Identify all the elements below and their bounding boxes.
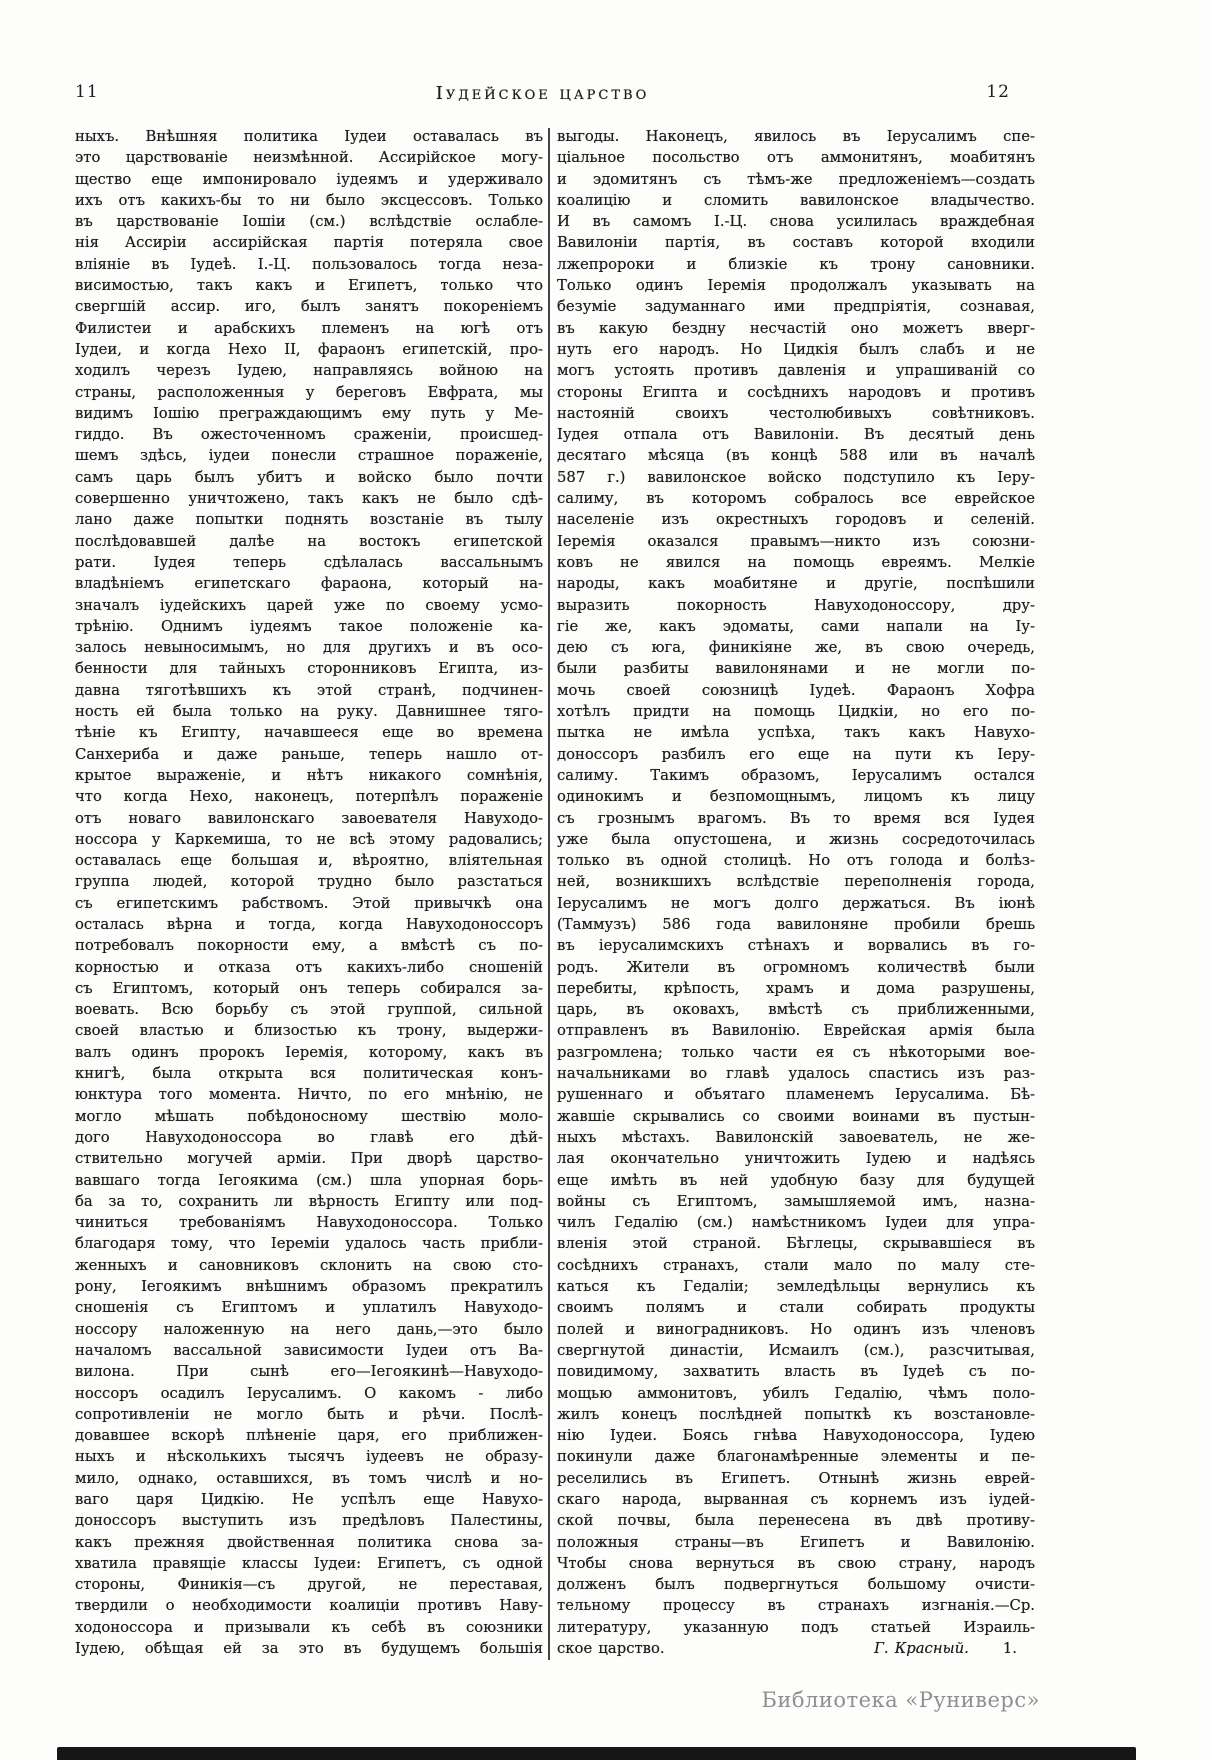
text-line: воевать. Всю борьбу съ этой группой, сильной: [75, 1001, 543, 1019]
text-line: какъ прежняя двойственная политика снова за-: [75, 1533, 543, 1551]
text-line: группа людей, которой трудно было разстаться: [75, 873, 543, 891]
text-line: съ египетскимъ рабствомъ. Этой привычкѣ она: [75, 894, 543, 912]
text-line: щество еще импонировало іудеямъ и удерживало: [75, 170, 543, 188]
text-line: долженъ былъ подвергнуться большому очисти-: [557, 1576, 1035, 1594]
text-line: выразить покорность Навуходоноссору, дру-: [557, 596, 1035, 614]
text-line: нуть его народъ. Но Цидкія былъ слабъ и не: [557, 340, 1035, 358]
text-line: нію Іудеи. Боясь гнѣва Навуходоноссора, Іудею: [557, 1427, 1035, 1445]
text-line: и эдомитянъ съ тѣмъ-же предложеніемъ—создать: [557, 170, 1035, 188]
left-page-number: 11: [75, 82, 99, 102]
text-line: мило, однако, оставшихся, въ томъ числѣ и но-: [75, 1469, 543, 1487]
text-line: Вавилоніи партія, въ составъ которой входили: [557, 234, 1035, 252]
text-line: народы, какъ моабитяне и другіе, поспѣшили: [557, 575, 1035, 593]
running-title: Іудейское царство: [435, 83, 650, 104]
text-line: залось невыносимымъ, но для другихъ и въ осо-: [75, 639, 543, 657]
text-line: рушеннаго и объятаго пламенемъ Іерусалима. Бѣ-: [557, 1086, 1035, 1104]
text-line: полей и виноградниковъ. Но одинъ изъ членовъ: [557, 1320, 1035, 1338]
text-line: лано даже попытки поднять возстаніе въ тылу: [75, 511, 543, 529]
text-line: одинокимъ и безпомощнымъ, лицомъ къ лицу: [557, 788, 1035, 806]
text-line: населеніе изъ окрестныхъ городовъ и селеній.: [557, 511, 1035, 529]
text-line: осталась вѣрна и тогда, когда Навуходоноссоръ: [75, 915, 543, 933]
text-line: Филистеи и арабскихъ племенъ на югѣ отъ: [75, 319, 543, 337]
text-line: реселились въ Египетъ. Отнынѣ жизнь еврей-: [557, 1469, 1035, 1487]
text-line: выгоды. Наконецъ, явилось въ Іерусалимъ спе-: [557, 128, 1035, 145]
text-line: ваго царя Цидкію. Не успѣлъ еще Навухо-: [75, 1491, 543, 1508]
text-line: свергнутой династіи, Исмаилъ (см.), разсчитывая,: [557, 1341, 1035, 1359]
text-line: 587 г.) вавилонское войско подступило къ Іеру-: [557, 468, 1035, 486]
text-line: оставалась еще большая и, вѣроятно, вліятельная: [75, 852, 543, 870]
text-line: корностью и отказа отъ какихъ-либо сношеній: [75, 958, 543, 976]
text-line: литературу, указанную подъ статьей Израиль-: [557, 1618, 1035, 1636]
text-line: Іудея отпала отъ Вавилоніи. Въ десятый день: [557, 426, 1035, 444]
signature-spacer: [665, 1638, 874, 1659]
section-number: 1.: [1002, 1640, 1017, 1658]
text-line: нія Ассиріи ассирійская партія потеряла свое: [75, 234, 543, 252]
text-line: началомъ вассальной зависимости Іудеи отъ Ва-: [75, 1341, 543, 1359]
text-line: отъ новаго вавилонскаго завоевателя Навуходо-: [75, 809, 543, 827]
text-line: юнктура того момента. Ничто, по его мнѣнію, не: [75, 1086, 543, 1104]
text-line: царь, въ оковахъ, вмѣстѣ съ приближенными,: [557, 1001, 1035, 1019]
text-line: своимъ полямъ и стали собирать продукты: [557, 1299, 1035, 1317]
text-line: гіе же, какъ эдоматы, сами напали на Іу-: [557, 617, 1035, 635]
text-line: ба за то, сохранить ли вѣрность Египту или под-: [75, 1192, 543, 1210]
text-line: крытое выраженіе, и нѣтъ никакого сомнѣнія,: [75, 766, 543, 784]
text-line: владѣніемъ египетскаго фараона, который на-: [75, 575, 543, 593]
text-line: могъ устоять противъ давленія и упрашиваній со: [557, 362, 1035, 380]
text-line: салиму, въ которомъ собралось все еврейское: [557, 490, 1035, 508]
text-line: послѣдовавшей далѣе на востокъ египетской: [75, 532, 543, 550]
text-line: въ какую бездну несчастій оно можетъ вверг-: [557, 319, 1035, 337]
text-line: носсора у Каркемиша, то не всѣ этому радовались;: [75, 830, 543, 848]
text-line: салиму. Такимъ образомъ, Іерусалимъ остался: [557, 766, 1035, 784]
text-line: жавшіе скрывались со своими воинами въ пустын-: [557, 1107, 1035, 1125]
text-line: положныя страны—въ Египетъ и Вавилонію.: [557, 1533, 1035, 1551]
text-line: чиниться требованіямъ Навуходоноссора. Только: [75, 1214, 543, 1232]
text-line: И въ самомъ І.-Ц. снова усилилась враждебная: [557, 213, 1035, 231]
right-text-column: [557, 126, 1035, 1659]
right-column-lines: [557, 126, 1035, 1638]
text-line: тельному процессу въ странахъ изгнанія.—Ср.: [557, 1597, 1035, 1615]
text-line: скаго народа, вырванная съ корнемъ изъ іудей-: [557, 1491, 1035, 1508]
text-line: уже была опустошена, и жизнь сосредоточилась: [557, 830, 1035, 848]
page-header: [75, 82, 1010, 108]
text-line: въ іерусалимскихъ стѣнахъ и ворвались въ го-: [557, 937, 1035, 955]
text-line: съ Египтомъ, который онъ теперь собирался за-: [75, 979, 543, 997]
right-page-number: 12: [986, 82, 1010, 102]
text-line: ціальное посольство отъ аммонитянъ, моабитянъ: [557, 149, 1035, 167]
text-line: коалицію и сломить вавилонское владычество.: [557, 191, 1035, 209]
text-line: ныхъ мѣстахъ. Вавилонскій завоеватель, не же-: [557, 1128, 1035, 1146]
text-line: стороны Египта и сосѣднихъ народовъ и противъ: [557, 383, 1035, 401]
text-line: ихъ отъ какихъ-бы то ни было эксцессовъ. Только: [75, 191, 543, 209]
text-line: дого Навуходоноссора во главѣ его дѣй-: [75, 1128, 543, 1146]
text-line: были разбиты вавилонянами и не могли по-: [557, 660, 1035, 678]
text-line: пытка не имѣла успѣха, такъ какъ Навухо-: [557, 724, 1035, 742]
text-line: родъ. Жители въ огромномъ количествѣ были: [557, 958, 1035, 976]
text-line: лая окончательно уничтожить Іудею и надѣясь: [557, 1150, 1035, 1168]
column-divider-rule: [548, 128, 550, 1660]
text-line: что когда Нехо, наконецъ, потерпѣлъ пораженіе: [75, 788, 543, 806]
text-line: ходоноссора и призывали къ себѣ въ союзники: [75, 1618, 543, 1636]
text-line: въ царствованіе Іошіи (см.) вслѣдствіе ослабле-: [75, 213, 543, 231]
text-line: съ грознымъ врагомъ. Въ то время вся Іудея: [557, 809, 1035, 827]
text-line: видимъ Іошію преграждающимъ ему путь у Ме-: [75, 404, 543, 422]
author-signature: Г. Красный.: [874, 1640, 969, 1658]
article-last-words: ское царство.: [557, 1640, 665, 1658]
text-line: отправленъ въ Вавилонію. Еврейская армія была: [557, 1022, 1035, 1040]
text-line: Санхериба и даже раньше, теперь нашло от-: [75, 745, 543, 763]
text-line: дею съ юга, финикіяне же, въ свою очередь,: [557, 639, 1035, 657]
text-line: Іудею, обѣщая ей за это въ будущемъ большія: [75, 1640, 543, 1658]
text-line: Только одинъ Іеремія продолжалъ указывать на: [557, 277, 1035, 295]
text-line: совершенно уничтожено, такъ какъ не было сдѣ-: [75, 490, 543, 508]
text-line: хотѣлъ придти на помощь Цидкіи, но его по-: [557, 703, 1035, 721]
text-line: сношенія съ Египтомъ и уплатилъ Навуходо-: [75, 1299, 543, 1317]
text-line: страны, расположенныя у береговъ Евфрата, мы: [75, 383, 543, 401]
text-line: начальниками во главѣ удалось спастись изъ раз-: [557, 1065, 1035, 1083]
text-line: Чтобы снова вернуться въ свою страну, народъ: [557, 1554, 1035, 1572]
text-line: мочь своей союзницѣ Іудеѣ. Фараонъ Хофра: [557, 681, 1035, 699]
text-line: ность ей была только на руку. Давнишнее тяго-: [75, 703, 543, 721]
text-line: ской почвы, была перенесена въ двѣ противу-: [557, 1512, 1035, 1530]
text-line: носсоръ осадилъ Іерусалимъ. О какомъ - либо: [75, 1384, 543, 1402]
text-line: висимостью, такъ какъ и Египетъ, только что: [75, 277, 543, 295]
text-line: значалъ іудейскихъ царей уже по своему усмо-: [75, 596, 543, 614]
text-line: хватила правящіе классы Іудеи: Египетъ, съ одной: [75, 1554, 543, 1572]
text-line: Іерусалимъ не могъ долго держаться. Въ іюнѣ: [557, 894, 1035, 912]
text-line: вавшаго тогда Іегоякима (см.) шла упорная борь-: [75, 1171, 543, 1189]
text-line: ковъ не явился на помощь евреямъ. Мелкіе: [557, 553, 1035, 571]
text-line: свергшій ассир. иго, былъ занятъ покореніемъ: [75, 298, 543, 316]
text-line: разгромлена; только части ея съ нѣкоторыми вое-: [557, 1043, 1035, 1061]
text-line: книгѣ, была открыта вся политическая конъ-: [75, 1065, 543, 1083]
text-line: вилона. При сынѣ его—Іегоякинѣ—Навуходо-: [75, 1363, 543, 1381]
text-line: десятаго мѣсяца (въ концѣ 588 или въ началѣ: [557, 447, 1035, 465]
text-line: безуміе задуманнаго ими предпріятія, сознавая,: [557, 298, 1035, 316]
text-line: стороны, Финикія—съ другой, не переставая,: [75, 1576, 543, 1594]
text-line: гиддо. Въ ожесточенномъ сраженіи, происшед-: [75, 426, 543, 444]
text-line: довавшее вскорѣ плѣненіе царя, его приближен-: [75, 1427, 543, 1445]
text-line: доноссоръ разбилъ его еще на пути къ Іеру-: [557, 745, 1035, 763]
text-line: это царствованіе неизмѣнной. Ассирійское могу-: [75, 149, 543, 167]
library-watermark: Библиотека «Руниверс»: [761, 1688, 1040, 1712]
text-line: повидимому, захватить власть въ Іудеѣ съ по-: [557, 1363, 1035, 1381]
text-line: рону, Іегоякимъ внѣшнимъ образомъ прекратилъ: [75, 1278, 543, 1296]
text-line: жилъ конецъ послѣдней попыткѣ къ возстановле-: [557, 1405, 1035, 1423]
left-text-column: [75, 126, 543, 1659]
text-line: самъ царь былъ убитъ и войско было почти: [75, 468, 543, 486]
text-line: потребовалъ покорности ему, а вмѣстѣ съ по-: [75, 937, 543, 955]
text-line: валъ одинъ пророкъ Іеремія, которому, какъ въ: [75, 1043, 543, 1061]
text-line: ствительно могучей арміи. При дворѣ царство-: [75, 1150, 543, 1168]
text-line: доноссоръ выступить изъ предѣловъ Палестины,: [75, 1512, 543, 1530]
text-line: твердили о необходимости коалиціи противъ Наву-: [75, 1597, 543, 1615]
text-line: шемъ здѣсь, іудеи понесли страшное пораженіе,: [75, 447, 543, 465]
text-line: носсору наложенную на него дань,—это было: [75, 1320, 543, 1338]
text-line: лжепророки и близкіе къ трону сановники.: [557, 255, 1035, 273]
scan-bottom-edge: [57, 1747, 1136, 1760]
text-line: сосѣднихъ странахъ, стали мало по малу сте-: [557, 1256, 1035, 1274]
text-line: Іеремія оказался правымъ—никто изъ союзни-: [557, 532, 1035, 550]
text-line: трѣнію. Однимъ іудеямъ такое положеніе ка-: [75, 617, 543, 635]
text-line: бенности для тайныхъ сторонниковъ Египта, из-: [75, 660, 543, 678]
text-line: вленія этой страной. Бѣглецы, скрывавшіеся въ: [557, 1235, 1035, 1253]
text-line: только въ одной столицѣ. Но отъ голода и болѣз-: [557, 852, 1035, 870]
text-line: перебиты, крѣпость, храмъ и дома разрушены,: [557, 979, 1035, 997]
text-line: войны съ Египтомъ, замышляемой имъ, назна-: [557, 1192, 1035, 1210]
text-line: ныхъ и нѣсколькихъ тысячъ іудеевъ не образу-: [75, 1448, 543, 1466]
text-line: тѣніе къ Египту, начавшееся еще во времена: [75, 724, 543, 742]
text-line: своей властью и близостью къ трону, выдержи-: [75, 1022, 543, 1040]
text-line: ныхъ. Внѣшняя политика Іудеи оставалась въ: [75, 128, 543, 145]
signature-line: [557, 1638, 1035, 1659]
text-line: мощью аммонитовъ, убилъ Гедалію, чѣмъ поло-: [557, 1384, 1035, 1402]
text-line: настояній своихъ честолюбивыхъ совѣтниковъ.: [557, 404, 1035, 422]
text-line: сопротивленіи не могло быть и рѣчи. Послѣ-: [75, 1405, 543, 1423]
text-line: давна тяготѣвшихъ къ этой странѣ, подчинен-: [75, 681, 543, 699]
text-line: рати. Іудея теперь сдѣлалась вассальнымъ: [75, 553, 543, 571]
text-line: вліяніе въ Іудеѣ. І.-Ц. пользовалось тогда неза-: [75, 255, 543, 273]
text-line: покинули даже благонамѣренные элементы и пе-: [557, 1448, 1035, 1466]
text-line: каться къ Гедаліи; земледѣльцы вернулись къ: [557, 1278, 1035, 1296]
text-line: чилъ Гедалію (см.) намѣстникомъ Іудеи для упра-: [557, 1214, 1035, 1232]
text-line: (Таммузъ) 586 года вавилоняне пробили брешь: [557, 915, 1035, 933]
text-line: ней, возникшихъ вслѣдствіе переполненія города,: [557, 873, 1035, 891]
text-line: благодаря тому, что Іереміи удалось часть прибли-: [75, 1235, 543, 1253]
text-line: могло мѣшать побѣдоносному шествію моло-: [75, 1107, 543, 1125]
text-line: еще имѣть въ ней удобную базу для будущей: [557, 1171, 1035, 1189]
text-line: женныхъ и сановниковъ склонить на свою сто-: [75, 1256, 543, 1274]
text-line: Іудеи, и когда Нехо II, фараонъ египетскій, про-: [75, 340, 543, 358]
text-line: ходилъ черезъ Іудею, направляясь войною на: [75, 362, 543, 380]
